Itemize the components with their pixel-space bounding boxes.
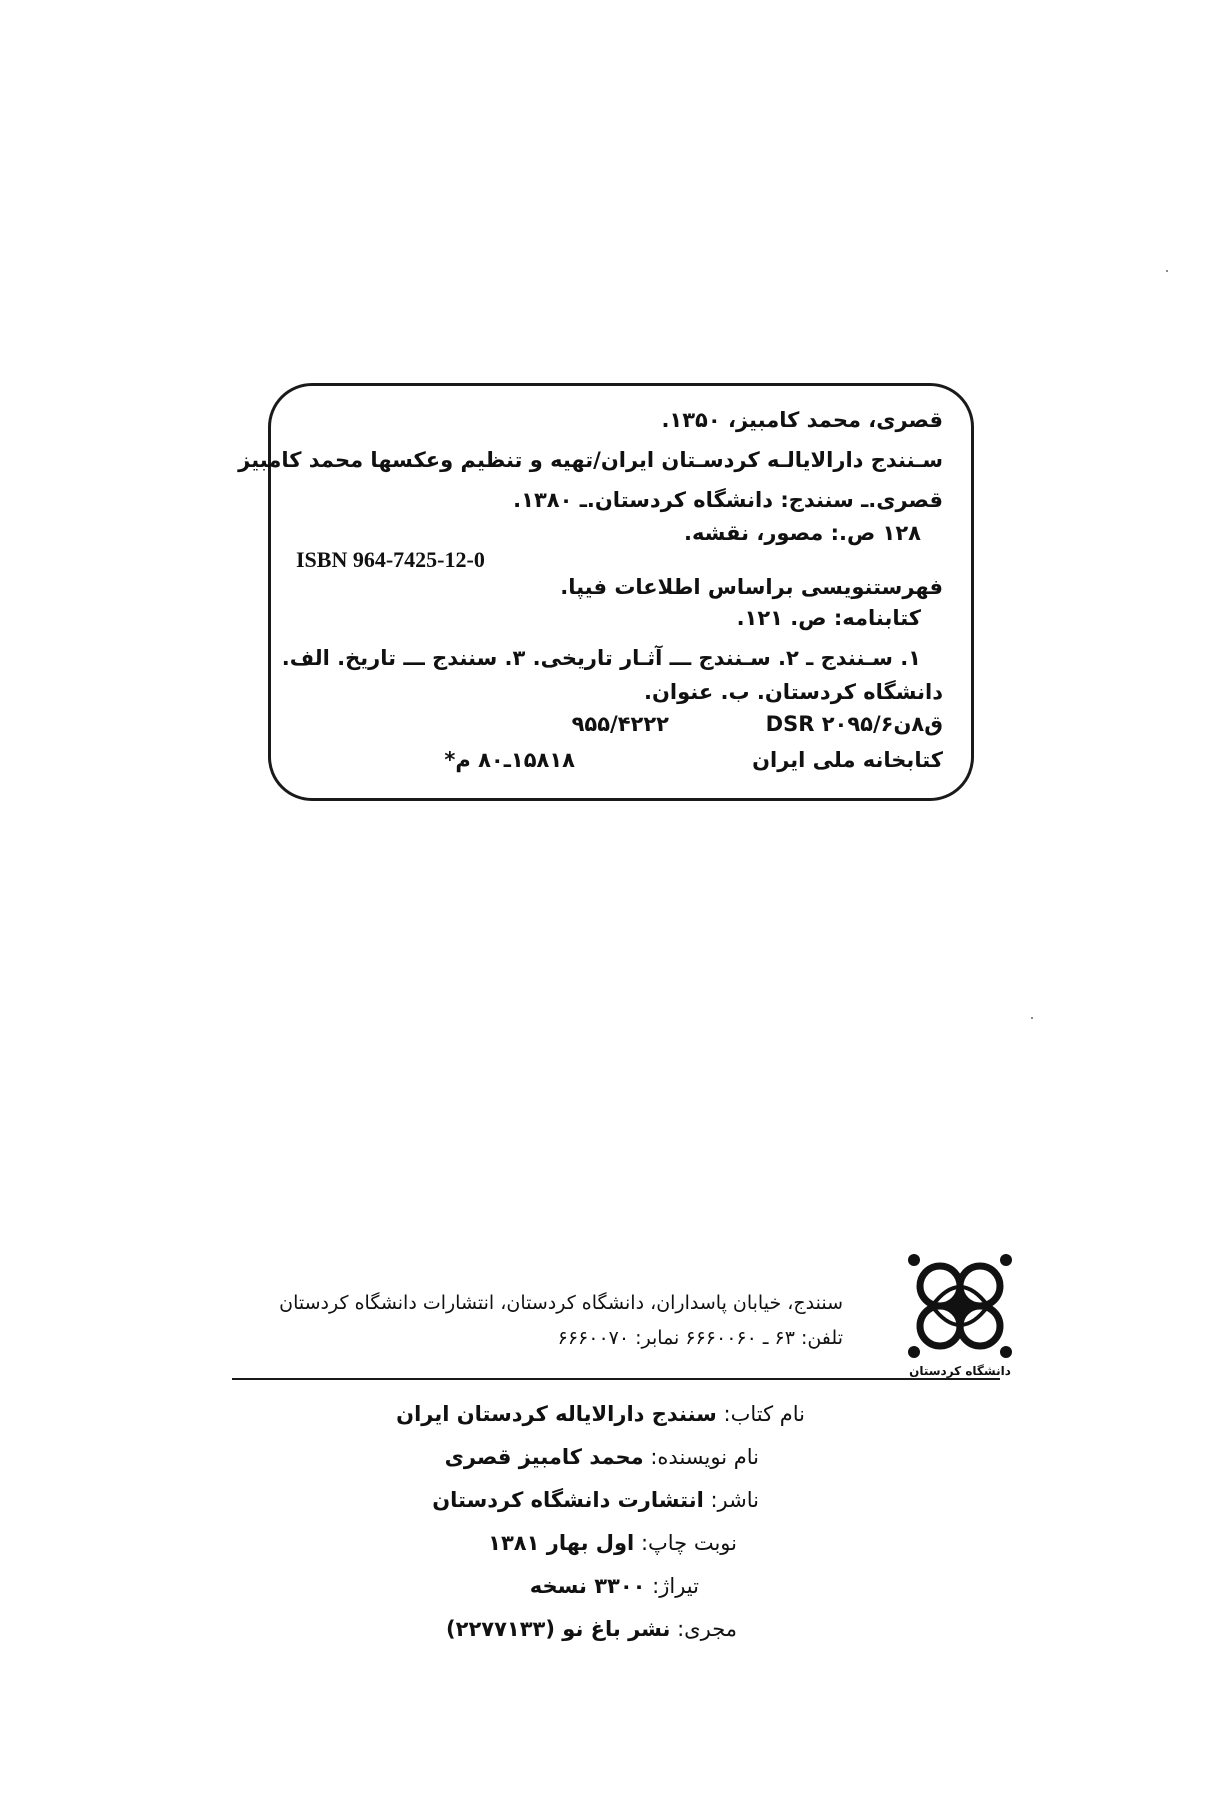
colophon-label: تیراژ: bbox=[652, 1574, 699, 1598]
colophon-edition bbox=[488, 1529, 737, 1557]
scan-speck bbox=[1166, 270, 1168, 272]
colophon-value: سنندج دارالایاله کردستان ایران bbox=[396, 1402, 717, 1426]
cip-dewey-classification: ۹۵۵/۴۲۲۲ bbox=[571, 712, 669, 736]
colophon-label: ناشر: bbox=[710, 1488, 759, 1512]
colophon-print-run bbox=[530, 1572, 699, 1600]
cip-note-line: فهرستنویسی براساس اطلاعات فیپا. bbox=[560, 575, 943, 599]
cip-lc-classification: DSR ۲۰۹۵/۶ق۸ن bbox=[765, 712, 943, 736]
colophon-author bbox=[445, 1443, 759, 1471]
cip-isbn: ISBN 964-7425-12-0 bbox=[296, 547, 485, 572]
colophon-label: نام نویسنده: bbox=[650, 1445, 759, 1469]
university-logo-icon bbox=[902, 1248, 1018, 1364]
colophon-label: مجری: bbox=[677, 1617, 737, 1641]
cip-record-number: ۱۵۸۱۸ـ۸۰ م* bbox=[444, 748, 575, 772]
colophon-value: نشر باغ نو (۲۲۷۷۱۳۳) bbox=[446, 1617, 671, 1641]
cip-added-entries-line: دانشگاه کردستان. ب. عنوان. bbox=[644, 680, 943, 704]
colophon-value: اول بهار ۱۳۸۱ bbox=[488, 1531, 635, 1555]
cip-author-line: قصری، محمد کامبیز، ۱۳۵۰. bbox=[661, 408, 943, 432]
cip-subjects-line: ۱. سـنندج ـ ۲. سـنندج ـــ آثـار تاریخی. ۳. سنندج ـــ تاریخ. الف. bbox=[281, 646, 921, 670]
colophon-publisher bbox=[432, 1486, 759, 1514]
colophon-label: نام کتاب: bbox=[723, 1402, 805, 1426]
cip-library-line: کتابخانه ملی ایران bbox=[752, 748, 943, 772]
colophon-value: انتشارت دانشگاه کردستان bbox=[432, 1488, 704, 1512]
colophon-producer bbox=[446, 1615, 737, 1643]
colophon-label: نوبت چاپ: bbox=[640, 1531, 737, 1555]
logo-label: دانشگاه کردستان bbox=[909, 1364, 1011, 1378]
cip-pages-line: ۱۲۸ ص.: مصور، نقشه. bbox=[683, 521, 921, 545]
publisher-phone-fax: تلفن: ۶۳ ـ ۶۶۶۰۰۶۰ نمابر: ۶۶۶۰۰۷۰ bbox=[557, 1327, 843, 1349]
cip-bibliography-line: کتابنامه: ص. ۱۲۱. bbox=[736, 606, 921, 630]
publisher-address: سنندج، خیابان پاسداران، دانشگاه کردستان، انتشارات دانشگاه کردستان bbox=[279, 1292, 843, 1314]
scan-speck bbox=[1031, 1017, 1033, 1019]
colophon-book-title bbox=[396, 1400, 805, 1428]
colophon-value: محمد کامبیز قصری bbox=[444, 1445, 644, 1469]
cip-imprint-line: قصری.ـ سنندج: دانشگاه کردستان.ـ ۱۳۸۰. bbox=[513, 488, 943, 512]
cip-title-line: سـنندج دارالایالـه کردسـتان ایران/تهیه و تنظیم وعکسها محمد کامبیز bbox=[238, 448, 943, 472]
colophon-value: ۳۳۰۰ نسخه bbox=[529, 1574, 646, 1598]
divider-rule bbox=[232, 1378, 1000, 1380]
